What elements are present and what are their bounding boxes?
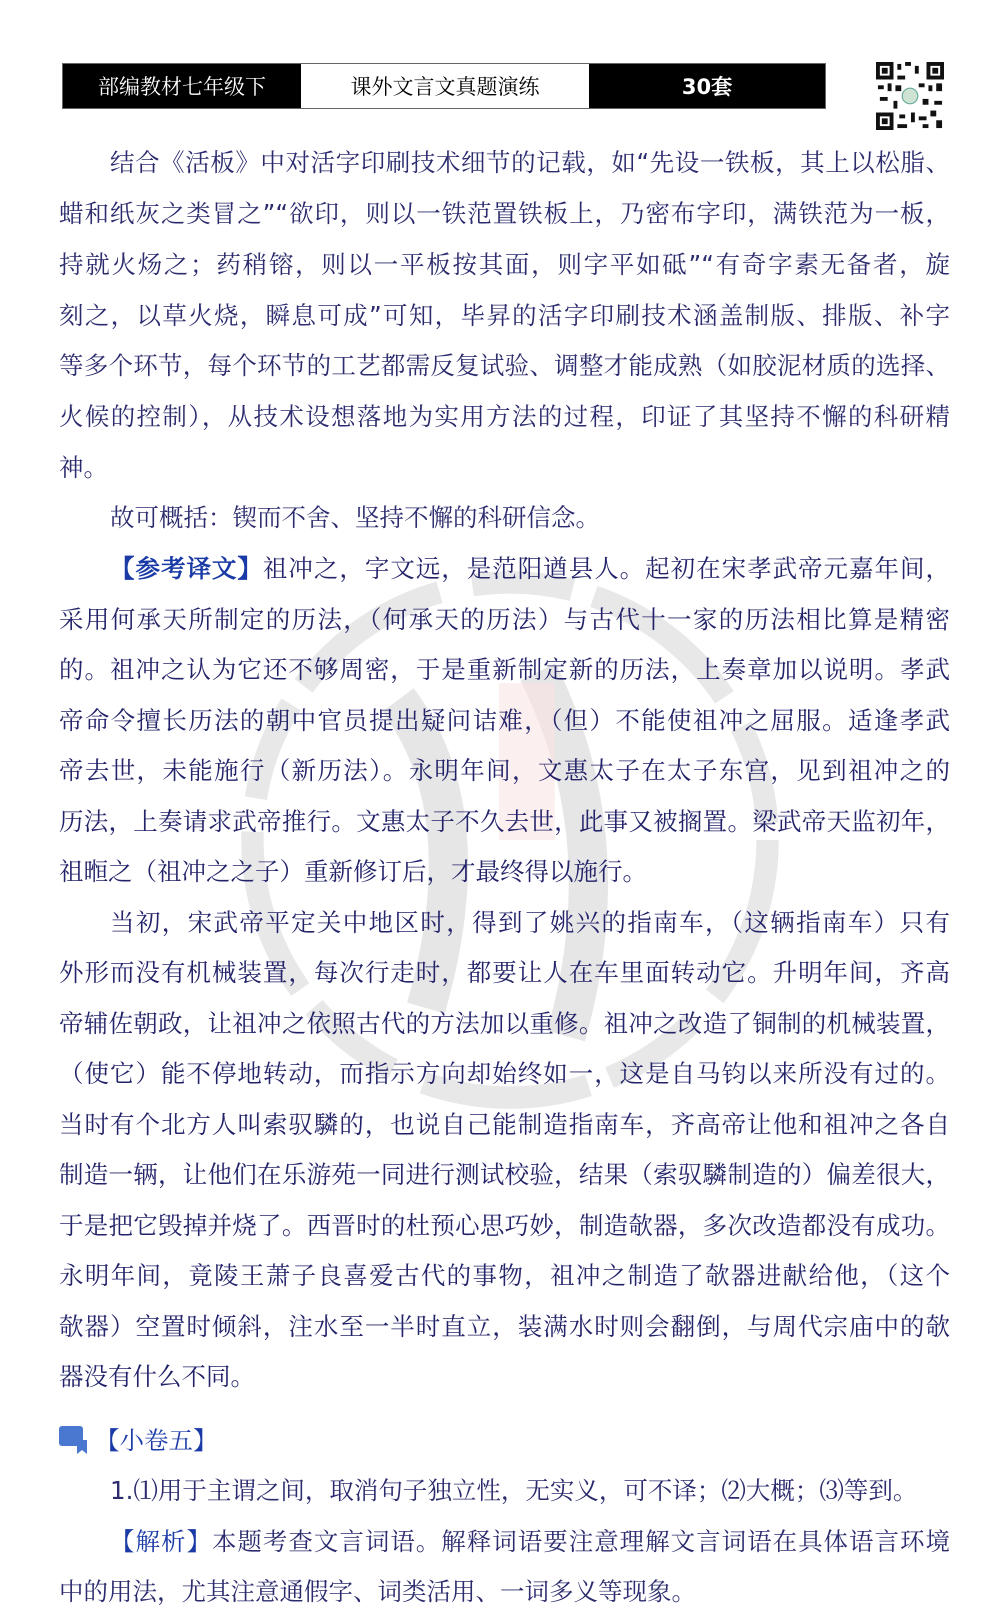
text-line: 历法，上奏请求武帝推行。文惠太子不久去世，此事又被搁置。梁武帝天监初年， [59, 807, 950, 836]
header-banner [62, 63, 826, 109]
text-line: 欹器）空置时倾斜，注水至一半时直立，装满水时则会翻倒，与周代宗庙中的欹 [59, 1312, 950, 1341]
text-line: 永明年间，竟陵王萧子良喜爱古代的事物，祖冲之制造了欹器进献给他，（这个 [59, 1261, 950, 1290]
text-line: 当初，宋武帝平定关中地区时，得到了姚兴的指南车，（这辆指南车）只有 [110, 908, 950, 937]
bookmark-icon [59, 1426, 89, 1454]
text-span: 本题考查文言词语。解释词语要注意理解文言词语在具体语言环境 [211, 1527, 950, 1556]
text-line: 中的用法，尤其注意通假字、词类活用、一词多义等现象。 [59, 1577, 696, 1606]
header-count: 30套 [589, 64, 825, 108]
translation-tag: 【参考译文】 [110, 554, 263, 583]
qr-code-icon [875, 62, 945, 130]
section-heading [59, 1414, 218, 1465]
translation-first-line [110, 543, 950, 594]
text-line: 帝命令擅长历法的朝中官员提出疑问诘难，（但）不能使祖冲之屈服。适逢孝武 [59, 706, 950, 735]
text-span: 祖冲之，字文远，是范阳遒县人。起初在宋孝武帝元嘉年间， [262, 554, 950, 583]
text-line: 火候的控制），从技术设想落地为实用方法的过程，印证了其坚持不懈的科研精 [59, 402, 950, 431]
text-line: 神。 [59, 453, 108, 482]
header-grade: 部编教材七年级下 [63, 64, 301, 108]
analysis-first-line [110, 1516, 950, 1567]
text-line: 器没有什么不同。 [59, 1362, 255, 1391]
text-line: 当时有个北方人叫索驭驎的，也说自己能制造指南车，齐高帝让他和祖冲之各自 [59, 1110, 950, 1139]
text-line: 刻之，以草火烧，瞬息可成”可知，毕昇的活字印刷技术涵盖制版、排版、补字 [59, 301, 950, 330]
text-line: 外形而没有机械装置，每次行走时，都要让人在车里面转动它。升明年间，齐高 [59, 958, 950, 987]
text-line: 帝去世，未能施行（新历法）。永明年间，文惠太子在太子东宫，见到祖冲之的 [59, 756, 950, 785]
text-line: 于是把它毁掉并烧了。西晋时的杜预心思巧妙，制造欹器，多次改造都没有成功。 [59, 1211, 950, 1240]
text-line: 的。祖冲之认为它还不够周密，于是重新制定新的历法，上奏章加以说明。孝武 [59, 655, 950, 684]
text-line: 持就火炀之；药稍镕，则以一平板按其面，则字平如砥”“有奇字素无备者，旋 [59, 250, 950, 279]
text-line: （使它）能不停地转动，而指示方向却始终如一，这是自马钧以来所没有过的。 [59, 1059, 950, 1088]
text-line: 帝辅佐朝政，让祖冲之依照古代的方法加以重修。祖冲之改造了铜制的机械装置， [59, 1009, 950, 1038]
summary-line: 故可概括：锲而不舍、坚持不懈的科研信念。 [110, 503, 600, 532]
text-line: 采用何承天所制定的历法，（何承天的历法）与古代十一家的历法相比算是精密 [59, 605, 950, 634]
text-line: 蜡和纸灰之类冒之”“欲印，则以一铁范置铁板上，乃密布字印，满铁范为一板， [59, 199, 950, 228]
answer-line: 1.⑴用于主谓之间，取消句子独立性，无实义，可不译；⑵大概；⑶等到。 [110, 1476, 918, 1505]
text-line: 等多个环节，每个环节的工艺都需反复试验、调整才能成熟（如胶泥材质的选择、 [59, 351, 950, 380]
text-line: 祖暅之（祖冲之之子）重新修订后，才最终得以施行。 [59, 857, 647, 886]
text-line: 制造一辆，让他们在乐游苑一同进行测试校验，结果（索驭驎制造的）偏差很大， [59, 1160, 950, 1189]
text-line: 结合《活板》中对活字印刷技术细节的记载，如“先设一铁板，其上以松脂、 [110, 148, 950, 177]
analysis-tag: 【解析】 [110, 1527, 212, 1556]
section-label: 【小卷五】 [95, 1426, 218, 1455]
header-title: 课外文言文真题演练 [301, 64, 589, 108]
